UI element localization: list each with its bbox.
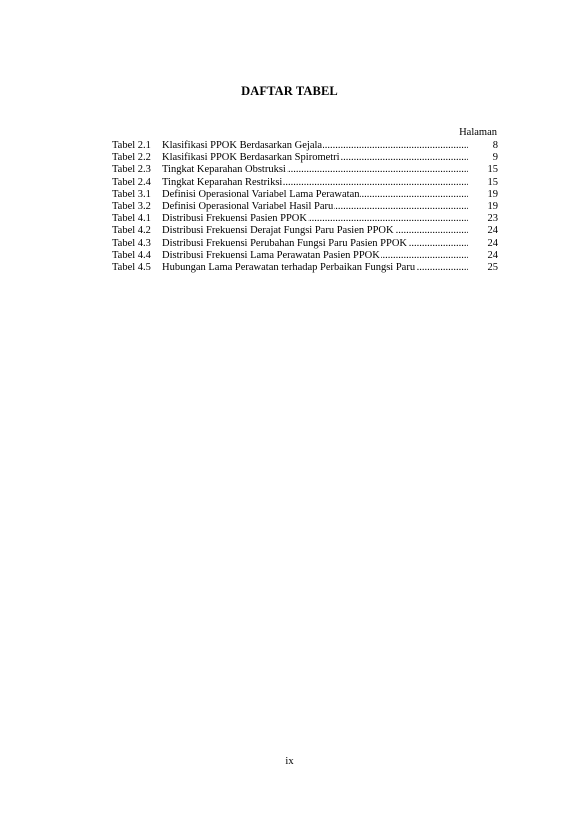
table-number: Tabel 4.4 bbox=[112, 249, 151, 261]
table-entry bbox=[112, 177, 498, 189]
table-number: Tabel 3.2 bbox=[112, 200, 151, 212]
table-entry bbox=[112, 262, 498, 274]
table-label: Distribusi Frekuensi Pasien PPOK ..... bbox=[162, 213, 468, 225]
table-entry bbox=[112, 238, 498, 250]
table-label: Definisi Operasional Variabel Lama Perawatan ..... bbox=[162, 189, 468, 201]
table-page-number: 24 bbox=[487, 225, 498, 237]
table-number: Tabel 2.2 bbox=[112, 152, 151, 164]
table-label: Klasifikasi PPOK Berdasarkan Gejala ..... bbox=[162, 140, 468, 152]
table-number: Tabel 4.1 bbox=[112, 213, 151, 225]
table-label: Tingkat Keparahan Obstruksi ..... bbox=[162, 164, 468, 176]
table-page-number: 23 bbox=[487, 213, 498, 225]
table-page-number: 24 bbox=[487, 237, 498, 249]
table-number: Tabel 4.2 bbox=[112, 225, 151, 237]
table-entry bbox=[112, 164, 498, 176]
table-label: Definisi Operasional Variabel Hasil Paru ..... bbox=[162, 201, 468, 213]
page-number: ix bbox=[285, 756, 294, 767]
table-number: Tabel 2.1 bbox=[112, 140, 151, 151]
table-list bbox=[112, 140, 498, 274]
page-title: DAFTAR TABEL bbox=[241, 84, 338, 98]
table-page-number: 15 bbox=[487, 164, 498, 176]
table-page-number: 19 bbox=[487, 200, 498, 212]
table-entry bbox=[112, 225, 498, 237]
table-number: Tabel 3.1 bbox=[112, 188, 151, 200]
table-entry bbox=[112, 152, 498, 164]
table-label: Hubungan Lama Perawatan terhadap Perbaikan Fungsi Paru ..... bbox=[162, 262, 468, 274]
page-column-header: Halaman bbox=[459, 127, 497, 138]
table-entry bbox=[112, 189, 498, 201]
table-label: Distribusi Frekuensi Derajat Fungsi Paru Pasien PPOK ..... bbox=[162, 225, 468, 237]
table-page-number: 25 bbox=[487, 261, 498, 273]
table-entry bbox=[112, 201, 498, 213]
table-entry bbox=[112, 213, 498, 225]
table-entry bbox=[112, 140, 498, 152]
table-page-number: 19 bbox=[487, 188, 498, 200]
table-number: Tabel 4.5 bbox=[112, 261, 151, 273]
table-number: Tabel 2.4 bbox=[112, 176, 151, 188]
table-page-number: 15 bbox=[487, 176, 498, 188]
table-label: Tingkat Keparahan Restriksi ..... bbox=[162, 177, 468, 189]
table-entry bbox=[112, 250, 498, 262]
table-number: Tabel 2.3 bbox=[112, 164, 151, 176]
table-label: Klasifikasi PPOK Berdasarkan Spirometri ..... bbox=[162, 152, 468, 164]
table-label: Distribusi Frekuensi Lama Perawatan Pasien PPOK ..... bbox=[162, 250, 468, 262]
table-page-number: 8 bbox=[492, 140, 498, 151]
table-number: Tabel 4.3 bbox=[112, 237, 151, 249]
table-page-number: 9 bbox=[492, 152, 498, 164]
table-page-number: 24 bbox=[487, 249, 498, 261]
table-label: Distribusi Frekuensi Perubahan Fungsi Paru Pasien PPOK ..... bbox=[162, 238, 468, 250]
